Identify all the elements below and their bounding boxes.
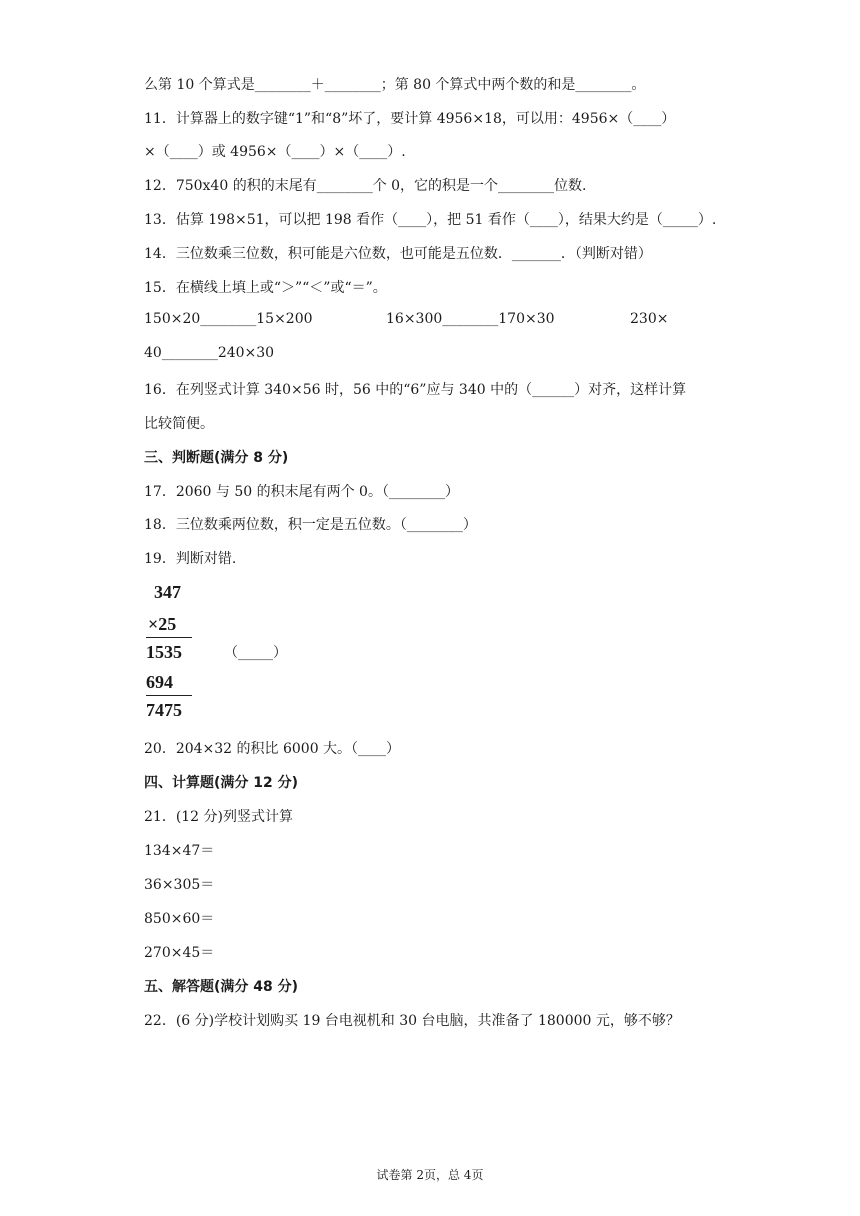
vertical-multiplication bbox=[146, 580, 196, 725]
question-13: 13．估算 198×51，可以把 198 看作（____），把 51 看作（____），结果大约是（_____）. bbox=[144, 212, 717, 228]
question-21-item-c: 850×60＝ bbox=[144, 911, 215, 927]
question-21-item-a: 134×47＝ bbox=[144, 843, 215, 859]
section-3-heading: 三、判断题(满分 8 分) bbox=[144, 450, 289, 466]
question-18: 18．三位数乘两位数，积一定是五位数。（________） bbox=[144, 517, 477, 533]
calc-multiplicand: 347 bbox=[154, 582, 181, 602]
line-q10-continuation: 么第 10 个算式是________＋________；第 80 个算式中两个数的和是________。 bbox=[144, 77, 646, 93]
question-15-item-c-start: 230× bbox=[630, 311, 669, 327]
calc-result: 7475 bbox=[146, 700, 182, 720]
question-19-answer-blank[interactable]: （_____） bbox=[224, 645, 287, 661]
page-footer: 试卷第 2页，总 4页 bbox=[376, 1168, 484, 1182]
calc-partial-product-1: 1535 bbox=[146, 642, 182, 662]
calc-partial-product-2: 694 bbox=[146, 672, 173, 692]
question-19: 19．判断对错. bbox=[144, 551, 237, 567]
question-12: 12．750x40 的积的末尾有________个 0，它的积是一个________位数. bbox=[144, 178, 587, 194]
question-17: 17．2060 与 50 的积末尾有两个 0。（________） bbox=[144, 484, 459, 500]
calc-rule-2 bbox=[146, 695, 192, 696]
question-15-item-c-end: 40________240×30 bbox=[144, 345, 275, 361]
calc-rule-1 bbox=[146, 637, 192, 638]
question-11-line-1: 11．计算器上的数字键“1”和“8”坏了，要计算 4956×18，可以用：4956×（____） bbox=[144, 111, 676, 127]
question-22: 22．(6 分)学校计划购买 19 台电视机和 30 台电脑，共准备了 180000 元，够不够？ bbox=[144, 1013, 680, 1029]
question-11-line-2: ×（____）或 4956×（____）×（____）. bbox=[144, 144, 406, 160]
question-15-item-b: 16×300________170×30 bbox=[386, 311, 555, 327]
section-5-heading: 五、解答题(满分 48 分) bbox=[144, 979, 299, 995]
question-21: 21．(12 分)列竖式计算 bbox=[144, 809, 294, 825]
calc-multiplier: ×25 bbox=[148, 614, 177, 634]
question-16-line-1: 16．在列竖式计算 340×56 时，56 中的“6”应与 340 中的（______）对齐，这样计算 bbox=[144, 382, 687, 398]
question-16-line-2: 比较简便。 bbox=[144, 416, 214, 432]
question-14: 14．三位数乘三位数，积可能是六位数，也可能是五位数．_______．（判断对错） bbox=[144, 246, 652, 262]
question-15: 15．在横线上填上或“＞”“＜”或“＝”。 bbox=[144, 280, 387, 296]
question-21-item-b: 36×305＝ bbox=[144, 877, 215, 893]
question-21-item-d: 270×45＝ bbox=[144, 945, 215, 961]
question-15-item-a: 150×20________15×200 bbox=[144, 311, 313, 327]
section-4-heading: 四、计算题(满分 12 分) bbox=[144, 775, 299, 791]
question-20: 20．204×32 的积比 6000 大。（____） bbox=[144, 741, 401, 757]
